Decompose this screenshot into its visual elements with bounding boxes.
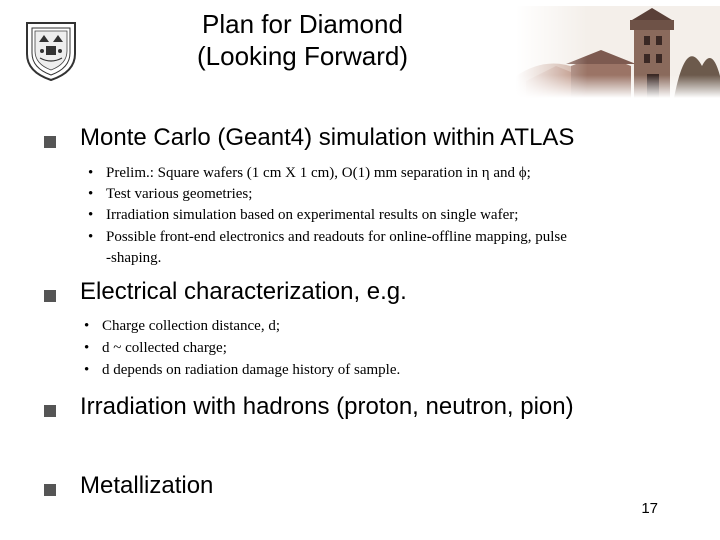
item-bullet: • bbox=[88, 207, 94, 223]
list-item: d ~ collected charge; bbox=[102, 340, 227, 356]
section-bullet bbox=[44, 290, 56, 302]
list-item: Test various geometries; bbox=[106, 186, 253, 202]
list-item: d depends on radiation damage history of sample. bbox=[102, 362, 401, 378]
page-number: 17 bbox=[641, 500, 658, 517]
section-heading: Metallization bbox=[80, 472, 214, 499]
item-bullet: • bbox=[88, 165, 94, 181]
section-heading: Monte Carlo (Geant4) simulation within ATLAS bbox=[80, 124, 575, 151]
section-bullet bbox=[44, 405, 56, 417]
item-bullet: • bbox=[88, 186, 94, 202]
section-heading: Electrical characterization, e.g. bbox=[80, 278, 407, 305]
item-bullet: • bbox=[88, 229, 94, 245]
item-bullet: • bbox=[84, 340, 90, 356]
list-item: Possible front-end electronics and readouts for online-offline mapping, pulse bbox=[106, 229, 567, 245]
section-bullet bbox=[44, 484, 56, 496]
title-line-1: Plan for Diamond bbox=[202, 9, 403, 39]
item-bullet: • bbox=[84, 318, 90, 334]
list-item: Charge collection distance, d; bbox=[102, 318, 281, 334]
university-seal-logo bbox=[24, 20, 78, 82]
list-item-continuation: -shaping. bbox=[106, 250, 162, 266]
title-line-2: (Looking Forward) bbox=[197, 41, 408, 71]
list-item: Irradiation simulation based on experimental results on single wafer; bbox=[106, 207, 519, 223]
list-item: Prelim.: Square wafers (1 cm X 1 cm), O(1) mm separation in η and ϕ; bbox=[106, 165, 531, 181]
campus-tower-photo bbox=[516, 6, 720, 98]
section-bullet bbox=[44, 136, 56, 148]
section-heading: Irradiation with hadrons (proton, neutron, pion) bbox=[80, 393, 574, 420]
slide-title bbox=[150, 8, 455, 72]
item-bullet: • bbox=[84, 362, 90, 378]
